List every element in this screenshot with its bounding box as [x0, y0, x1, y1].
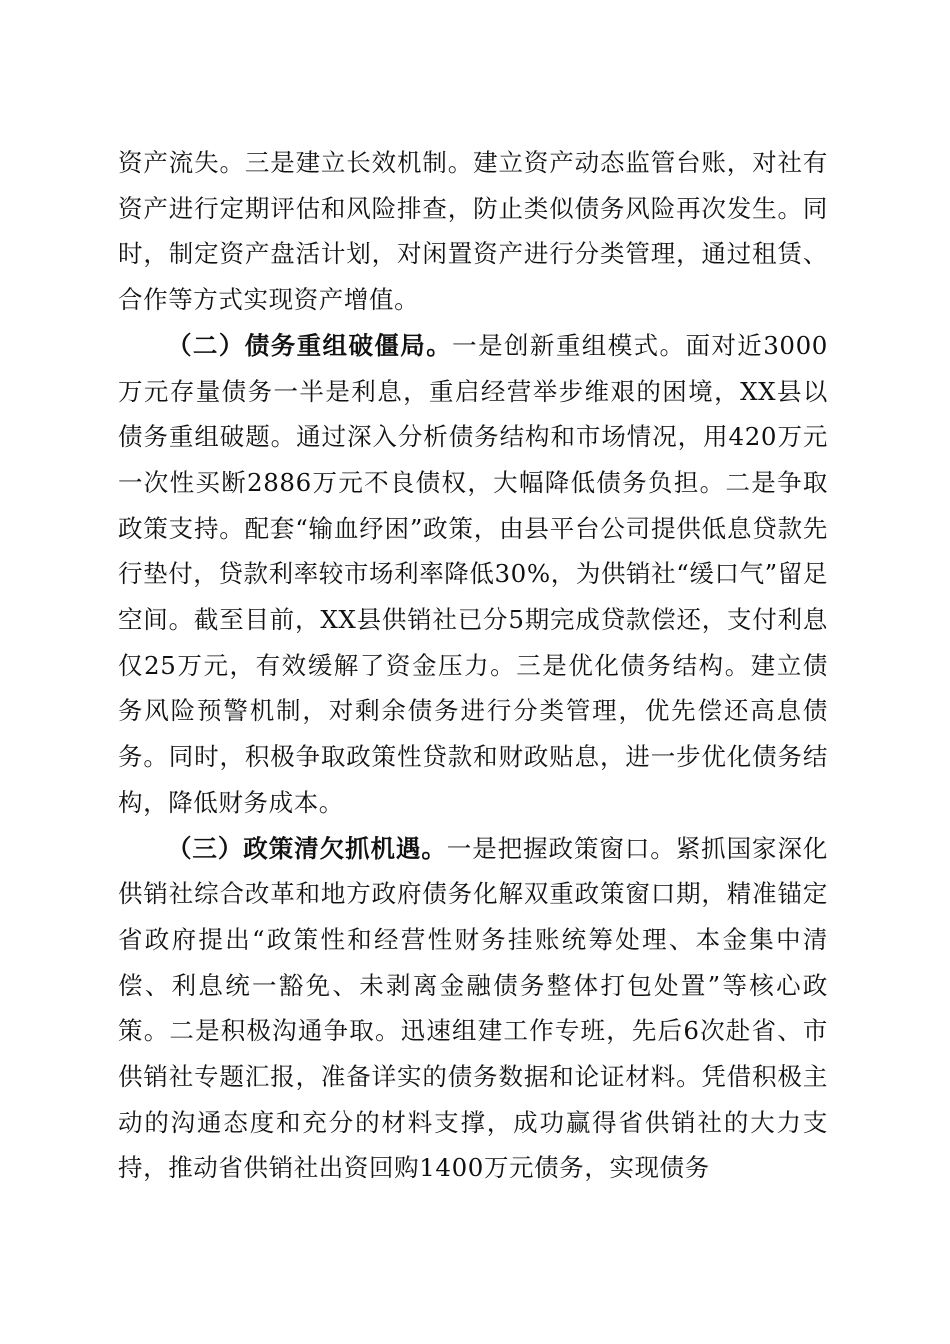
section-debt-restructuring: [118, 323, 828, 826]
paragraph-continuation: 资产流失。三是建立长效机制。建立资产动态监管台账，对社有资产进行定期评估和风险排查，防止类似债务风险再次发生。同时，制定资产盘活计划，对闲置资产进行分类管理，通过租赁、合作等方式实现资产增值。: [118, 148, 828, 315]
section-body: 一是把握政策窗口。紧抓国家深化供销社综合改革和地方政府债务化解双重政策窗口期，精准锚定省政府提出“政策性和经营性财务挂账统筹处理、本金集中清偿、利息统一豁免、未剥离金融债务整体打包处置”等核心政策。二是积极沟通争取。迅速组建工作专班，先后6次赴省、市供销社专题汇报，准备详实的债务数据和论证材料。凭借积极主动的沟通态度和充分的材料支撑，成功赢得省供销社的大力支持，推动省供销社出资回购1400万元债务，实现债务: [118, 833, 828, 1183]
section-heading: （二）债务重组破僵局。: [167, 330, 453, 360]
section-policy-settlement: [118, 826, 828, 1192]
section-body: 一是创新重组模式。面对近3000万元存量债务一半是利息，重启经营举步维艰的困境，XX县以债务重组破题。通过深入分析债务结构和市场情况，用420万元一次性买断2886万元不良债权，大幅降低债务负担。二是争取政策支持。配套“输血纾困”政策，由县平台公司提供低息贷款先行垫付，贷款利率较市场利率降低30%，为供销社“缓口气”留足空间。截至目前，XX县供销社已分5期完成贷款偿还，支付利息仅25万元，有效缓解了资金压力。三是优化债务结构。建立债务风险预警机制，对剩余债务进行分类管理，优先偿还高息债务。同时，积极争取政策性贷款和财政贴息，进一步优化债务结构，降低财务成本。: [118, 330, 829, 817]
section-heading: （三）政策清欠抓机遇。: [167, 833, 447, 863]
document-page: [118, 140, 828, 1191]
